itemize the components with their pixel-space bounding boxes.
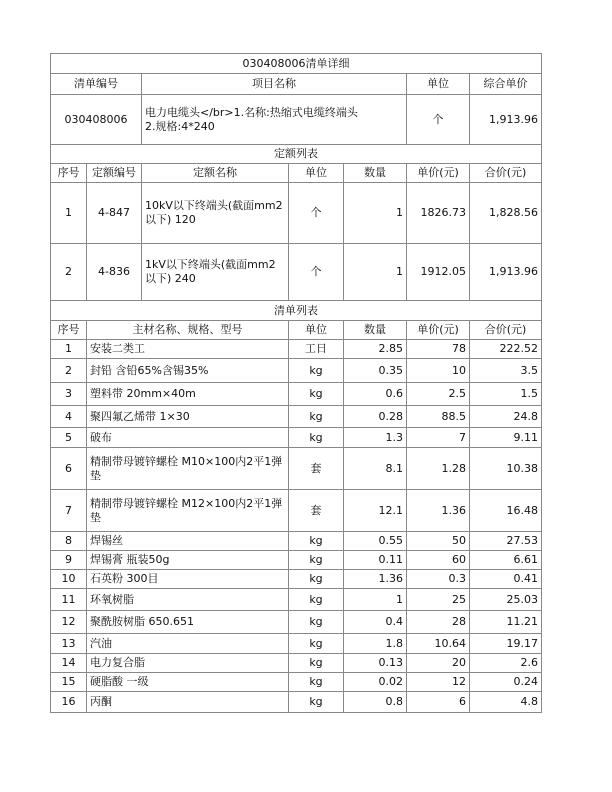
material-qty: 0.55	[344, 532, 407, 551]
material-price: 6	[407, 692, 470, 713]
material-no: 12	[51, 611, 87, 634]
material-no: 7	[51, 490, 87, 532]
material-qty: 1.3	[344, 428, 407, 448]
bill-unit: 个	[407, 95, 470, 145]
quota-header-no: 序号	[51, 164, 87, 183]
material-total: 27.53	[470, 532, 542, 551]
material-name: 封铅 含铅65%含锡35%	[87, 359, 289, 383]
material-price: 20	[407, 654, 470, 673]
quota-price: 1912.05	[407, 244, 470, 301]
quota-section-title: 定额列表	[51, 145, 542, 164]
material-price: 25	[407, 589, 470, 611]
quota-header-name: 定额名称	[142, 164, 289, 183]
material-qty: 0.28	[344, 406, 407, 428]
material-price: 12	[407, 673, 470, 692]
material-qty: 1.36	[344, 570, 407, 589]
material-price: 7	[407, 428, 470, 448]
materials-header-qty: 数量	[344, 321, 407, 340]
bill-name	[142, 95, 407, 145]
quota-header-total: 合价(元)	[470, 164, 542, 183]
quota-header-qty: 数量	[344, 164, 407, 183]
quota-total: 1,828.56	[470, 183, 542, 244]
material-price: 60	[407, 551, 470, 570]
material-total: 4.8	[470, 692, 542, 713]
material-no: 9	[51, 551, 87, 570]
quota-no: 2	[51, 244, 87, 301]
material-total: 0.24	[470, 673, 542, 692]
material-total: 25.03	[470, 589, 542, 611]
material-total: 19.17	[470, 634, 542, 654]
quota-header-unit: 单位	[289, 164, 344, 183]
material-total: 0.41	[470, 570, 542, 589]
material-unit: kg	[289, 692, 344, 713]
materials-header-row	[51, 321, 542, 340]
material-row	[51, 340, 542, 359]
material-no: 2	[51, 359, 87, 383]
material-row	[51, 359, 542, 383]
material-unit: kg	[289, 570, 344, 589]
material-name: 聚四氟乙烯带 1×30	[87, 406, 289, 428]
material-unit: kg	[289, 359, 344, 383]
material-unit: kg	[289, 532, 344, 551]
material-price: 0.3	[407, 570, 470, 589]
material-row	[51, 634, 542, 654]
material-total: 6.61	[470, 551, 542, 570]
material-row	[51, 692, 542, 713]
quota-name: 10kV以下终端头(截面mm2以下) 120	[142, 183, 289, 244]
materials-header-name: 主材名称、规格、型号	[87, 321, 289, 340]
material-qty: 12.1	[344, 490, 407, 532]
material-row	[51, 673, 542, 692]
material-total: 222.52	[470, 340, 542, 359]
quota-row	[51, 183, 542, 244]
material-row	[51, 406, 542, 428]
material-unit: kg	[289, 406, 344, 428]
material-name: 破布	[87, 428, 289, 448]
bill-name-line2: 2.规格:4*240	[145, 119, 215, 133]
material-price: 2.5	[407, 383, 470, 406]
quota-name: 1kV以下终端头(截面mm2以下) 240	[142, 244, 289, 301]
material-no: 3	[51, 383, 87, 406]
sheet-title: 030408006清单详细	[51, 54, 542, 74]
material-total: 11.21	[470, 611, 542, 634]
bill-header-name: 项目名称	[142, 74, 407, 95]
material-name: 精制带母镀锌螺栓 M12×100内2平1弹垫	[87, 490, 289, 532]
material-price: 28	[407, 611, 470, 634]
material-unit: kg	[289, 551, 344, 570]
material-row	[51, 532, 542, 551]
materials-header-total: 合价(元)	[470, 321, 542, 340]
material-total: 2.6	[470, 654, 542, 673]
material-total: 1.5	[470, 383, 542, 406]
bill-header-code: 清单编号	[51, 74, 142, 95]
quota-total: 1,913.96	[470, 244, 542, 301]
material-price: 10.64	[407, 634, 470, 654]
material-qty: 1	[344, 589, 407, 611]
bill-row	[51, 95, 542, 145]
material-no: 13	[51, 634, 87, 654]
material-total: 16.48	[470, 490, 542, 532]
material-name: 安装二类工	[87, 340, 289, 359]
material-qty: 8.1	[344, 448, 407, 490]
material-qty: 0.35	[344, 359, 407, 383]
material-qty: 1.8	[344, 634, 407, 654]
quota-header-row	[51, 164, 542, 183]
bill-price: 1,913.96	[470, 95, 542, 145]
quota-code: 4-836	[87, 244, 142, 301]
material-unit: kg	[289, 428, 344, 448]
material-no: 14	[51, 654, 87, 673]
material-no: 10	[51, 570, 87, 589]
quota-qty: 1	[344, 244, 407, 301]
material-row	[51, 490, 542, 532]
materials-section-title: 清单列表	[51, 301, 542, 321]
material-row	[51, 611, 542, 634]
quota-no: 1	[51, 183, 87, 244]
material-qty: 0.6	[344, 383, 407, 406]
material-qty: 0.8	[344, 692, 407, 713]
material-no: 4	[51, 406, 87, 428]
material-name: 环氧树脂	[87, 589, 289, 611]
bill-name-line1: 电力电缆头</br>1.名称:热缩式电缆终端头	[145, 105, 358, 119]
material-no: 16	[51, 692, 87, 713]
quota-code: 4-847	[87, 183, 142, 244]
material-price: 78	[407, 340, 470, 359]
material-name: 聚酰胺树脂 650.651	[87, 611, 289, 634]
material-name: 丙酮	[87, 692, 289, 713]
quota-unit: 个	[289, 183, 344, 244]
bill-header-unit: 单位	[407, 74, 470, 95]
material-qty: 0.13	[344, 654, 407, 673]
materials-header-no: 序号	[51, 321, 87, 340]
material-unit: kg	[289, 611, 344, 634]
material-qty: 2.85	[344, 340, 407, 359]
material-price: 10	[407, 359, 470, 383]
quota-qty: 1	[344, 183, 407, 244]
material-name: 焊锡膏 瓶装50g	[87, 551, 289, 570]
material-row	[51, 448, 542, 490]
material-total: 9.11	[470, 428, 542, 448]
material-no: 5	[51, 428, 87, 448]
material-qty: 0.11	[344, 551, 407, 570]
bill-detail-sheet	[50, 53, 541, 713]
material-name: 石英粉 300目	[87, 570, 289, 589]
material-name: 硬脂酸 一级	[87, 673, 289, 692]
material-unit: 工日	[289, 340, 344, 359]
material-name: 塑料带 20mm×40m	[87, 383, 289, 406]
bill-code: 030408006	[51, 95, 142, 145]
material-unit: kg	[289, 654, 344, 673]
material-no: 1	[51, 340, 87, 359]
material-row	[51, 589, 542, 611]
material-price: 1.36	[407, 490, 470, 532]
material-name: 汽油	[87, 634, 289, 654]
material-total: 24.8	[470, 406, 542, 428]
bill-header-price: 综合单价	[470, 74, 542, 95]
material-qty: 0.4	[344, 611, 407, 634]
material-price: 50	[407, 532, 470, 551]
material-row	[51, 551, 542, 570]
quota-row	[51, 244, 542, 301]
materials-header-price: 单价(元)	[407, 321, 470, 340]
material-unit: kg	[289, 383, 344, 406]
material-row	[51, 570, 542, 589]
material-total: 10.38	[470, 448, 542, 490]
material-no: 6	[51, 448, 87, 490]
material-name: 焊锡丝	[87, 532, 289, 551]
material-no: 15	[51, 673, 87, 692]
material-name: 精制带母镀锌螺栓 M10×100内2平1弹垫	[87, 448, 289, 490]
material-name: 电力复合脂	[87, 654, 289, 673]
materials-header-unit: 单位	[289, 321, 344, 340]
material-row	[51, 654, 542, 673]
material-unit: kg	[289, 634, 344, 654]
material-no: 11	[51, 589, 87, 611]
material-unit: kg	[289, 673, 344, 692]
quota-header-price: 单价(元)	[407, 164, 470, 183]
material-unit: 套	[289, 490, 344, 532]
quota-header-code: 定额编号	[87, 164, 142, 183]
material-qty: 0.02	[344, 673, 407, 692]
material-row	[51, 383, 542, 406]
material-no: 8	[51, 532, 87, 551]
material-total: 3.5	[470, 359, 542, 383]
material-price: 88.5	[407, 406, 470, 428]
material-unit: 套	[289, 448, 344, 490]
material-unit: kg	[289, 589, 344, 611]
bill-detail-table	[50, 53, 542, 713]
quota-price: 1826.73	[407, 183, 470, 244]
material-row	[51, 428, 542, 448]
material-price: 1.28	[407, 448, 470, 490]
bill-header-row	[51, 74, 542, 95]
quota-unit: 个	[289, 244, 344, 301]
